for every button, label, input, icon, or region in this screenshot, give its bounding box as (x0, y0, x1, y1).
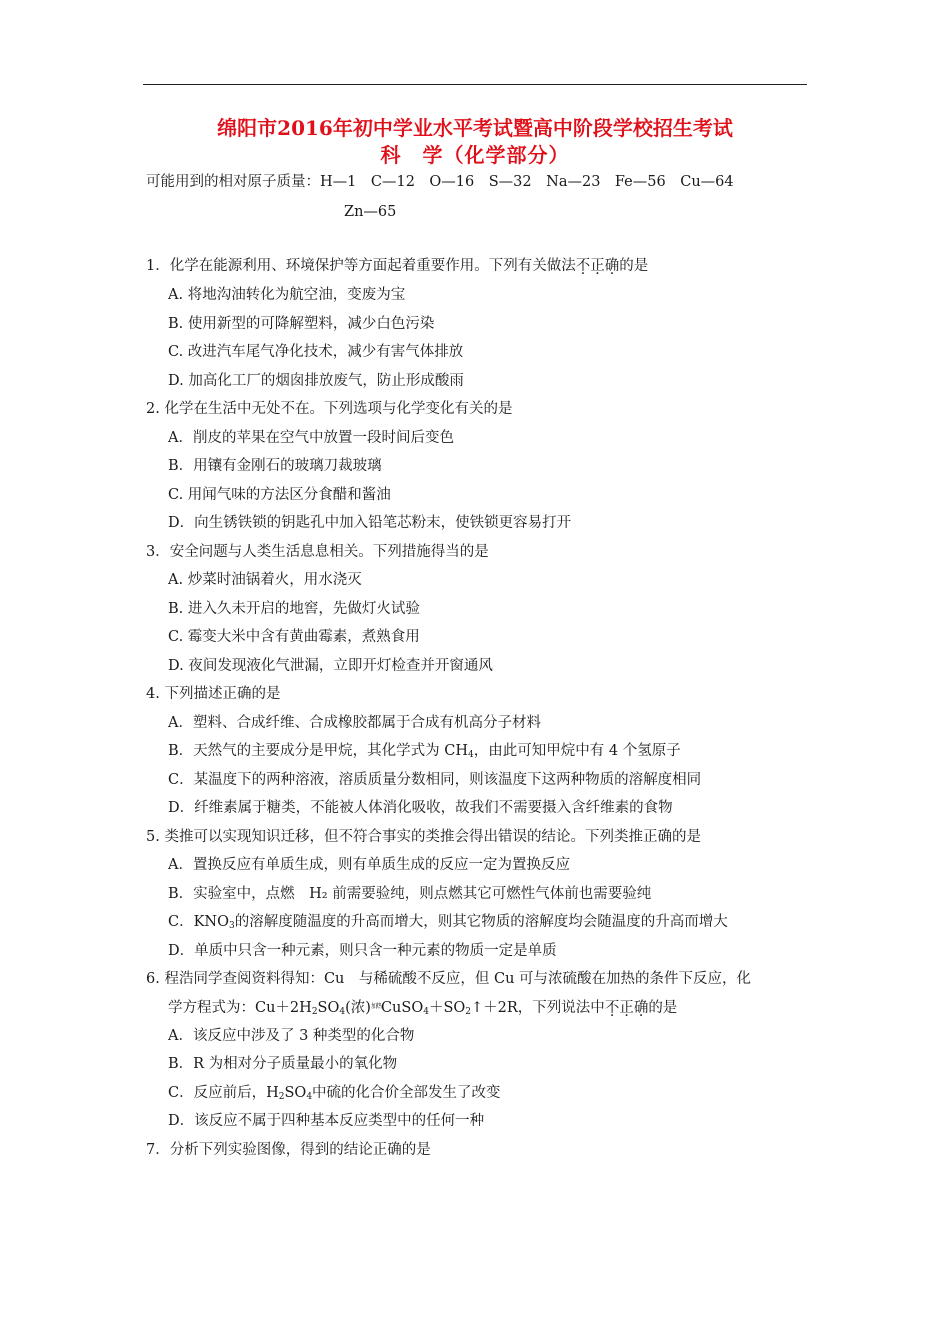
q5-option-c (168, 912, 728, 936)
q2-option-a: A．削皮的苹果在空气中放置一段时间后变色 (168, 430, 454, 446)
q5-option-d: D．单质中只含一种元素，则只含一种元素的物质一定是单质 (168, 943, 557, 959)
q6-option-c (168, 1083, 501, 1107)
q4-option-a: A．塑料、合成纤维、合成橡胶都属于合成有机高分子材料 (168, 715, 541, 731)
q6-c-text: C．反应前后，H (168, 1085, 279, 1101)
q5-c-text-end: 的溶解度随温度的升高而增大，则其它物质的溶解度均会随温度的升高而增大 (234, 914, 728, 930)
question-5-stem: 5. 类推可以实现知识迁移，但不符合事实的类推会得出错误的结论。下列类推正确的是 (146, 829, 701, 845)
q6-c-so4-text: SO (284, 1085, 307, 1101)
q6-c-h2-subscript: 2 (278, 1092, 285, 1102)
q1-stem-text: 1．化学在能源利用、环境保护等方面起着重要作用。下列有关做法 (146, 258, 576, 274)
q6-so4-text: SO (317, 1000, 340, 1016)
question-6-stem-line-2 (168, 997, 677, 1022)
q6-equation-start: 学方程式为：Cu＋2H (168, 1000, 312, 1016)
emphasis-char: 确 (633, 1000, 649, 1016)
q1-option-b: B. 使用新型的可降解塑料，减少白色污染 (168, 316, 435, 332)
q6-so4-subscript: 4 (339, 1007, 346, 1017)
q6-so2-subscript: 2 (465, 1007, 472, 1017)
exam-subtitle: 科 学（化学部分） (380, 143, 570, 167)
q5-option-b: B．实验室中，点燃 H₂ 前需要验纯，则点燃其它可燃性气体前也需要验纯 (168, 886, 652, 902)
q1-emphasis (576, 258, 620, 274)
q4-b-text-end: ，由此可知甲烷中有 4 个氢原子 (473, 743, 681, 759)
q6-h2-subscript: 2 (311, 1007, 318, 1017)
atomic-masses-line-2: Zn—65 (344, 204, 397, 220)
q6-so2-text: ＋SO (428, 1000, 466, 1016)
q6-option-b: B．R 为相对分子质量最小的氧化物 (168, 1056, 398, 1072)
q2-option-b: B．用镶有金刚石的玻璃刀裁玻璃 (168, 458, 382, 474)
q4-b-text: B．天然气的主要成分是甲烷，其化学式为 CH (168, 743, 469, 759)
q6-emphasis (605, 1000, 649, 1016)
question-7-stem: 7．分析下列实验图像，得到的结论正确的是 (146, 1142, 431, 1158)
q4-option-b (168, 741, 681, 765)
q4-b-subscript: 4 (468, 750, 474, 760)
q6-concentrated-label: (浓) (345, 1000, 371, 1016)
q5-option-a: A．置换反应有单质生成，则有单质生成的反应一定为置换反应 (168, 857, 570, 873)
q3-option-b: B. 进入久未开启的地窖，先做灯火试验 (168, 601, 420, 617)
question-1-stem (146, 256, 648, 276)
q6-c-text-end: 中硫的化合价全部发生了改变 (312, 1085, 501, 1101)
q6-stem-continued: ↑＋2R，下列说法中 (471, 1000, 605, 1016)
q1-option-a: A. 将地沟油转化为航空油，变废为宝 (168, 287, 406, 303)
top-rule (143, 84, 807, 85)
q6-c-so4-subscript: 4 (306, 1092, 313, 1102)
q2-option-c: C. 用闻气味的方法区分食醋和酱油 (168, 487, 391, 503)
q6-cuso4-text: CuSO (380, 1000, 424, 1016)
q4-option-c: C．某温度下的两种溶液，溶质质量分数相同，则该温度下这两种物质的溶解度相同 (168, 772, 702, 788)
q4-option-d: D．纤维素属于糖类，不能被人体消化吸收，故我们不需要摄入含纤维素的食物 (168, 800, 673, 816)
q3-option-d: D. 夜间发现液化气泄漏，立即开灯检查并开窗通风 (168, 658, 493, 674)
q6-option-a: A．该反应中涉及了 3 种类型的化合物 (168, 1028, 415, 1044)
q6-option-d: D．该反应不属于四种基本反应类型中的任何一种 (168, 1113, 485, 1129)
q5-c-text: C．KNO (168, 914, 230, 930)
q1-option-c: C. 改进汽车尾气净化技术，减少有害气体排放 (168, 344, 464, 360)
question-6-stem-line-1: 6. 程浩同学查阅资料得知：Cu 与稀硫酸不反应，但 Cu 可与浓硫酸在加热的条件下反应，化 (146, 971, 752, 987)
question-3-stem: 3．安全问题与人类生活息息相关。下列措施得当的是 (146, 544, 489, 560)
q2-option-d: D．向生锈铁锁的钥匙孔中加入铅笔芯粉末，使铁锁更容易打开 (168, 515, 572, 531)
emphasis-char: 不 (604, 1000, 620, 1016)
emphasis-char: 确 (604, 258, 620, 274)
q3-option-a: A. 炒菜时油锅着火，用水浇灭 (168, 572, 362, 588)
q6-cuso4-subscript: 4 (423, 1007, 429, 1017)
q6-reaction-condition: 加热 (370, 1003, 381, 1010)
q3-option-c: C. 霉变大米中含有黄曲霉素，煮熟食用 (168, 629, 420, 645)
q6-stem-end: 的是 (648, 1000, 678, 1016)
emphasis-char: 不 (575, 258, 591, 274)
q1-stem-end: 的是 (619, 258, 649, 274)
q1-option-d: D. 加高化工厂的烟囱排放废气，防止形成酸雨 (168, 373, 464, 389)
exam-title: 绵阳市2016年初中学业水平考试暨高中阶段学校招生考试 (217, 116, 733, 140)
question-2-stem: 2. 化学在生活中无处不在。下列选项与化学变化有关的是 (146, 401, 513, 417)
question-4-stem: 4. 下列描述正确的是 (146, 686, 281, 702)
q5-c-subscript: 3 (229, 921, 235, 931)
atomic-masses-line-1: 可能用到的相对原子质量：H—1 C—12 O—16 S—32 Na—23 Fe—56 Cu—64 (146, 174, 734, 190)
emphasis-char: 正 (590, 258, 605, 274)
emphasis-char: 正 (619, 1000, 634, 1016)
